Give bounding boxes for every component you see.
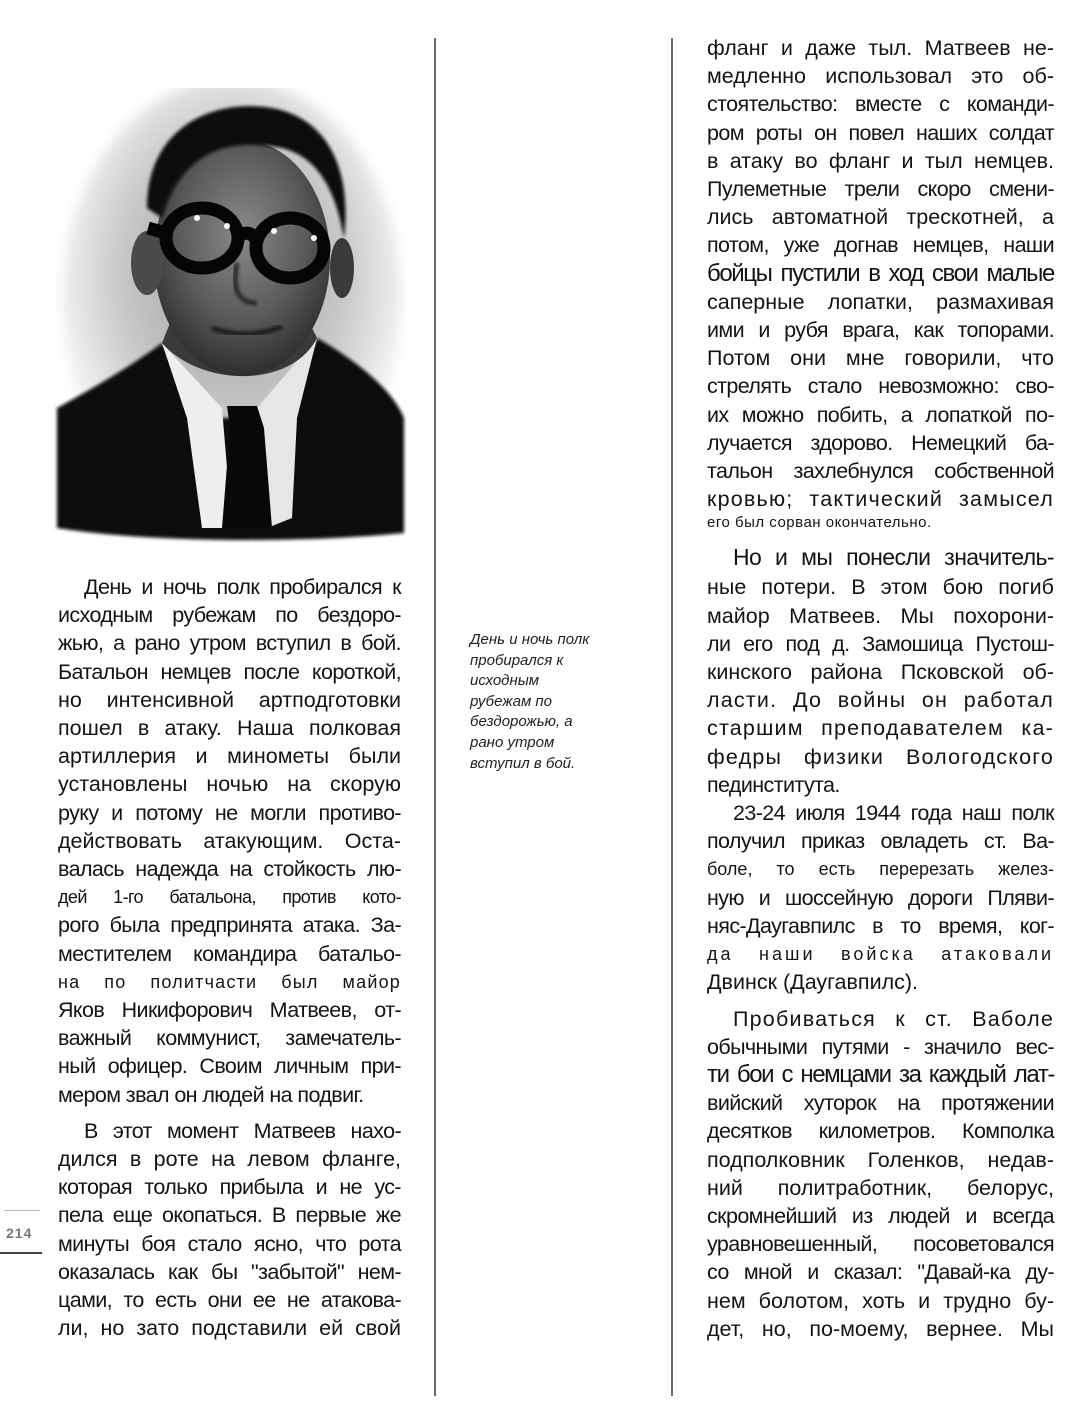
text-line: установлены ночью на скорую: [58, 772, 401, 797]
text-line: Пробиваться к ст. Ваболе: [733, 1006, 1054, 1031]
text-line: ими и рубя врага, как топорами.: [707, 318, 1054, 343]
paragraph: [707, 799, 1054, 996]
text-line: местителем командира батальо-: [58, 941, 401, 966]
text-line: жью, а рано утром вступил в бой.: [58, 631, 401, 656]
text-line: дей 1-го батальона, против кото-: [58, 887, 401, 908]
text-line: обычными путями - значило вес-: [707, 1034, 1054, 1059]
text-line: нем болотом, хоть и трудно бу-: [707, 1288, 1054, 1313]
text-line: потом, уже догнав немцев, наши: [707, 233, 1054, 258]
paragraph: [58, 573, 401, 1109]
page-number: 214: [6, 1225, 33, 1241]
page-number-rule-bottom: [0, 1252, 42, 1254]
text-line: Двинск (Даугавпилс).: [707, 970, 919, 995]
text-line: дился в роте на левом фланге,: [58, 1147, 401, 1172]
text-line: 23-24 июля 1944 года наш полк: [733, 801, 1054, 826]
text-line: цами, то есть они ее не атакова-: [58, 1288, 401, 1313]
text-line: минуты боя стало ясно, что рота: [58, 1231, 401, 1256]
text-line: подполковник Голенков, недав-: [707, 1147, 1054, 1172]
text-line: вийский хуторок на протяжении: [707, 1091, 1054, 1116]
text-line: пединститута.: [707, 772, 840, 797]
text-line: фланг и даже тыл. Матвеев не-: [707, 36, 1054, 60]
text-line: старшим преподавателем ка-: [707, 716, 1054, 741]
text-line: уравновешенный, посоветовался: [707, 1232, 1054, 1257]
paragraph: [58, 1117, 401, 1343]
text-line: руку и потому не могли противо-: [58, 800, 401, 825]
text-line: их можно побить, а лопаткой по-: [707, 402, 1054, 427]
left-column: [58, 573, 401, 1342]
text-line: В этот момент Матвеев нахо-: [84, 1118, 401, 1143]
pull-quote-line: рано утром: [470, 733, 555, 751]
text-line: тальон захлебнулся собственной: [707, 459, 1054, 484]
text-line: его был сорван окончательно.: [707, 514, 932, 532]
text-line: няс-Даугавпилс в то время, ког-: [707, 913, 1054, 938]
text-line: в атаку во фланг и тыл немцев.: [707, 148, 1054, 173]
text-line: оказалась как бы "забытой" нем-: [58, 1259, 401, 1284]
text-line: лучается здорово. Немецкий ба-: [707, 430, 1054, 455]
text-line: важный коммунист, замечатель-: [58, 1026, 401, 1051]
text-line: Но и мы понесли значитель-: [733, 544, 1054, 571]
column-divider-left: [434, 38, 436, 1396]
text-line: получил приказ овладеть ст. Ва-: [707, 829, 1054, 854]
paragraph: [707, 1005, 1054, 1343]
right-column: [707, 34, 1054, 1343]
text-line: ласти. До войны он работал: [707, 688, 1054, 713]
text-line: дет, но, по-моему, вернее. Мы: [707, 1316, 1054, 1341]
text-line: стрелять стало невозможно: сво-: [707, 374, 1054, 399]
text-line: ли его под д. Замошица Пустош-: [707, 631, 1054, 656]
text-line: мером звал он людей на подвиг.: [58, 1082, 364, 1107]
text-line: десятков километров. Комполка: [707, 1119, 1054, 1144]
text-line: пошел в атаку. Наша полковая: [58, 716, 401, 741]
text-line: но интенсивной артподготовки: [58, 687, 401, 712]
text-line: ный офицер. Своим личным при-: [58, 1054, 401, 1079]
text-line: пела еще окопаться. В первые же: [58, 1203, 401, 1228]
text-line: стоятельство: вместе с команди-: [707, 92, 1054, 117]
text-line: саперные лопатки, размахивая: [707, 289, 1054, 314]
text-line: со мной и сказал: "Давай-ка ду-: [707, 1260, 1054, 1285]
pull-quote: [470, 630, 645, 774]
text-line: валась надежда на стойкость лю-: [58, 857, 401, 882]
text-line: скромнейший из людей и всегда: [707, 1203, 1054, 1228]
text-line: на по политчасти был майор: [58, 971, 401, 992]
text-line: ную и шоссейную дороги Пляви-: [707, 885, 1054, 910]
pull-quote-line: пробирался к: [470, 651, 564, 669]
text-line: федры физики Вологодского: [707, 744, 1054, 769]
text-line: исходным рубежам по бездоро-: [58, 603, 401, 628]
text-line: кровью; тактический замысел: [707, 487, 1054, 512]
text-line: Пулеметные трели скоро смени-: [707, 177, 1054, 202]
text-line: ли, но зато подставили ей свой: [58, 1316, 401, 1341]
text-line: бойцы пустили в ход свои малые: [707, 259, 1054, 287]
text-line: Батальон немцев после короткой,: [58, 659, 401, 684]
text-line: да наши войска атаковали: [707, 944, 1054, 965]
paragraph: [707, 541, 1054, 799]
text-line: ром роты он повел наших солдат: [707, 120, 1054, 145]
page-number-rule-top: [4, 1210, 40, 1211]
paragraph: [707, 34, 1054, 533]
pull-quote-line: День и ночь полк: [470, 631, 590, 648]
pull-quote-line: бездорожью, а: [470, 713, 573, 731]
text-line: медленно использовал это об-: [707, 64, 1054, 89]
text-line: ные потери. В этом бою погиб: [707, 575, 1054, 600]
pull-quote-line: исходным: [470, 672, 540, 690]
text-line: артиллерия и минометы были: [58, 744, 401, 769]
text-line: майор Матвеев. Мы похорони-: [707, 603, 1054, 628]
text-line: действовать атакующим. Оста-: [58, 828, 401, 853]
text-line: Яков Никифорович Матвеев, от-: [58, 998, 401, 1023]
text-line: кинского района Псковской об-: [707, 660, 1054, 685]
text-line: боле, то есть перерезать желез-: [707, 859, 1054, 880]
text-line: которая только прибыла и не ус-: [58, 1175, 401, 1200]
pull-quote-line: рубежам по: [470, 692, 552, 710]
text-line: лись автоматной трескотней, а: [707, 205, 1054, 230]
text-line: Потом они мне говорили, что: [707, 346, 1054, 371]
portrait-photo: [52, 88, 407, 543]
text-line: рого была предпринята атака. За-: [58, 913, 401, 938]
text-line: ти бои с немцами за каждый лат-: [707, 1060, 1054, 1088]
column-divider-right: [671, 38, 673, 1396]
text-line: ний политработник, белорус,: [707, 1175, 1054, 1200]
text-line: День и ночь полк пробирался к: [84, 575, 401, 599]
pull-quote-line: вступил в бой.: [470, 754, 576, 772]
